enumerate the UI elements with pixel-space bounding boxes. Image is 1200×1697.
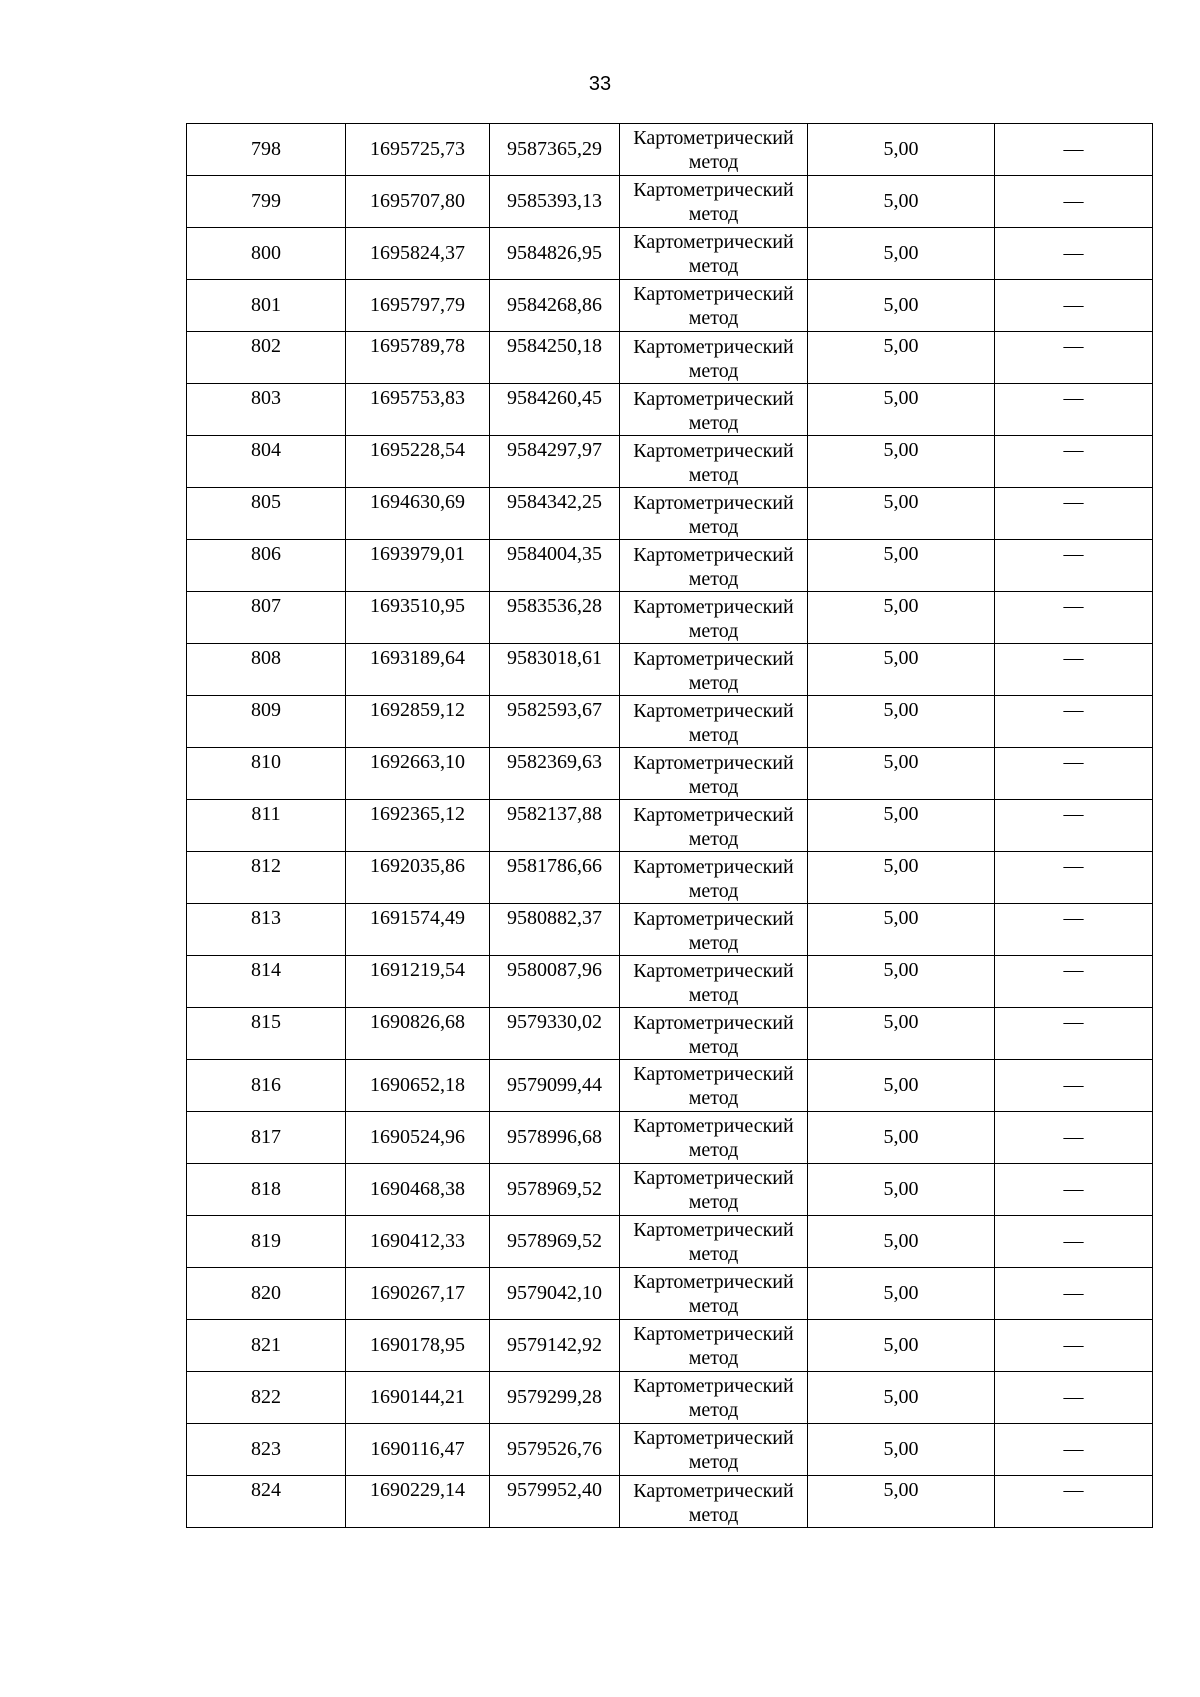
point-number-cell: 823 (187, 1424, 346, 1476)
table-row (187, 176, 1153, 228)
note-cell: — (995, 1424, 1153, 1476)
method-line-1: Картометрический (633, 1480, 794, 1502)
method-line-2: метод (688, 828, 739, 850)
table-row (187, 748, 1153, 800)
table-row (187, 1164, 1153, 1216)
method-cell (620, 176, 808, 228)
table-row (187, 644, 1153, 696)
method-line-2: метод (688, 1450, 739, 1473)
point-number-cell: 805 (187, 488, 346, 540)
method-line-1: Картометрический (633, 178, 794, 201)
y-coordinate-cell: 9582369,63 (490, 748, 620, 800)
y-coordinate-cell: 9579526,76 (490, 1424, 620, 1476)
accuracy-cell: 5,00 (808, 1164, 995, 1216)
method-cell (620, 644, 808, 696)
method-cell (620, 124, 808, 176)
y-coordinate-cell: 9583018,61 (490, 644, 620, 696)
method-line-1: Картометрический (633, 336, 794, 358)
method-line-2: метод (688, 516, 739, 538)
point-number-cell: 818 (187, 1164, 346, 1216)
method-line-1: Картометрический (633, 700, 794, 722)
method-cell (620, 748, 808, 800)
x-coordinate-cell: 1692859,12 (346, 696, 490, 748)
table-row (187, 1216, 1153, 1268)
note-cell: — (995, 644, 1153, 696)
note-cell: — (995, 1320, 1153, 1372)
y-coordinate-cell: 9584250,18 (490, 332, 620, 384)
method-line-2: метод (688, 880, 739, 902)
y-coordinate-cell: 9587365,29 (490, 124, 620, 176)
method-cell (620, 1268, 808, 1320)
x-coordinate-cell: 1690144,21 (346, 1372, 490, 1424)
y-coordinate-cell: 9580087,96 (490, 956, 620, 1008)
y-coordinate-cell: 9579042,10 (490, 1268, 620, 1320)
accuracy-cell: 5,00 (808, 1008, 995, 1060)
accuracy-cell: 5,00 (808, 332, 995, 384)
point-number-cell: 815 (187, 1008, 346, 1060)
method-line-2: метод (688, 1138, 739, 1161)
accuracy-cell: 5,00 (808, 696, 995, 748)
x-coordinate-cell: 1695753,83 (346, 384, 490, 436)
point-number-cell: 813 (187, 904, 346, 956)
accuracy-cell: 5,00 (808, 540, 995, 592)
accuracy-cell: 5,00 (808, 1476, 995, 1528)
method-line-2: метод (688, 150, 739, 173)
x-coordinate-cell: 1691219,54 (346, 956, 490, 1008)
note-cell: — (995, 1008, 1153, 1060)
method-cell (620, 956, 808, 1008)
method-cell (620, 1476, 808, 1528)
method-line-2: метод (688, 1086, 739, 1109)
method-cell (620, 1008, 808, 1060)
point-number-cell: 822 (187, 1372, 346, 1424)
accuracy-cell: 5,00 (808, 384, 995, 436)
accuracy-cell: 5,00 (808, 436, 995, 488)
method-line-1: Картометрический (633, 804, 794, 826)
note-cell: — (995, 332, 1153, 384)
note-cell: — (995, 852, 1153, 904)
x-coordinate-cell: 1690412,33 (346, 1216, 490, 1268)
method-line-1: Картометрический (633, 126, 794, 149)
method-cell (620, 1424, 808, 1476)
method-cell (620, 1372, 808, 1424)
note-cell: — (995, 1216, 1153, 1268)
point-number-cell: 812 (187, 852, 346, 904)
method-line-2: метод (688, 1036, 739, 1058)
table-row (187, 800, 1153, 852)
accuracy-cell: 5,00 (808, 228, 995, 280)
method-cell (620, 228, 808, 280)
table-row (187, 956, 1153, 1008)
table-row (187, 1112, 1153, 1164)
y-coordinate-cell: 9582593,67 (490, 696, 620, 748)
note-cell: — (995, 124, 1153, 176)
point-number-cell: 803 (187, 384, 346, 436)
point-number-cell: 810 (187, 748, 346, 800)
method-cell (620, 384, 808, 436)
point-number-cell: 814 (187, 956, 346, 1008)
x-coordinate-cell: 1690652,18 (346, 1060, 490, 1112)
table-row (187, 696, 1153, 748)
accuracy-cell: 5,00 (808, 1372, 995, 1424)
y-coordinate-cell: 9584260,45 (490, 384, 620, 436)
y-coordinate-cell: 9579099,44 (490, 1060, 620, 1112)
method-line-2: метод (688, 932, 739, 954)
page-number: 33 (588, 73, 612, 95)
table-row (187, 1476, 1153, 1528)
x-coordinate-cell: 1692365,12 (346, 800, 490, 852)
method-line-2: метод (688, 984, 739, 1006)
x-coordinate-cell: 1692035,86 (346, 852, 490, 904)
accuracy-cell: 5,00 (808, 124, 995, 176)
method-cell (620, 1164, 808, 1216)
method-line-2: метод (688, 1346, 739, 1369)
note-cell: — (995, 748, 1153, 800)
table-row (187, 384, 1153, 436)
method-line-2: метод (688, 412, 739, 434)
point-number-cell: 811 (187, 800, 346, 852)
point-number-cell: 801 (187, 280, 346, 332)
accuracy-cell: 5,00 (808, 1268, 995, 1320)
method-line-1: Картометрический (633, 596, 794, 618)
table-row (187, 1424, 1153, 1476)
x-coordinate-cell: 1695707,80 (346, 176, 490, 228)
y-coordinate-cell: 9584268,86 (490, 280, 620, 332)
coordinates-table (186, 123, 1153, 1528)
point-number-cell: 798 (187, 124, 346, 176)
x-coordinate-cell: 1690229,14 (346, 1476, 490, 1528)
note-cell: — (995, 540, 1153, 592)
y-coordinate-cell: 9579142,92 (490, 1320, 620, 1372)
y-coordinate-cell: 9578969,52 (490, 1164, 620, 1216)
accuracy-cell: 5,00 (808, 956, 995, 1008)
y-coordinate-cell: 9585393,13 (490, 176, 620, 228)
method-cell (620, 696, 808, 748)
x-coordinate-cell: 1695797,79 (346, 280, 490, 332)
y-coordinate-cell: 9584342,25 (490, 488, 620, 540)
accuracy-cell: 5,00 (808, 1424, 995, 1476)
table-row (187, 436, 1153, 488)
x-coordinate-cell: 1690178,95 (346, 1320, 490, 1372)
method-line-1: Картометрический (633, 1012, 794, 1034)
method-line-1: Картометрический (633, 1270, 794, 1293)
method-line-1: Картометрический (633, 1166, 794, 1189)
method-cell (620, 436, 808, 488)
table-row (187, 332, 1153, 384)
x-coordinate-cell: 1694630,69 (346, 488, 490, 540)
method-line-2: метод (688, 1190, 739, 1213)
accuracy-cell: 5,00 (808, 488, 995, 540)
x-coordinate-cell: 1695824,37 (346, 228, 490, 280)
method-line-2: метод (688, 776, 739, 798)
x-coordinate-cell: 1691574,49 (346, 904, 490, 956)
point-number-cell: 804 (187, 436, 346, 488)
method-cell (620, 1216, 808, 1268)
method-line-2: метод (688, 360, 739, 382)
x-coordinate-cell: 1695789,78 (346, 332, 490, 384)
point-number-cell: 809 (187, 696, 346, 748)
point-number-cell: 802 (187, 332, 346, 384)
x-coordinate-cell: 1695228,54 (346, 436, 490, 488)
accuracy-cell: 5,00 (808, 280, 995, 332)
note-cell: — (995, 1112, 1153, 1164)
table-row (187, 540, 1153, 592)
method-line-1: Картометрический (633, 492, 794, 514)
method-line-1: Картометрический (633, 1062, 794, 1085)
method-cell (620, 280, 808, 332)
method-line-2: метод (688, 306, 739, 329)
method-line-2: метод (688, 1242, 739, 1265)
method-cell (620, 332, 808, 384)
x-coordinate-cell: 1690116,47 (346, 1424, 490, 1476)
table-row (187, 1268, 1153, 1320)
x-coordinate-cell: 1690267,17 (346, 1268, 490, 1320)
accuracy-cell: 5,00 (808, 1060, 995, 1112)
method-line-2: метод (688, 724, 739, 746)
method-line-1: Картометрический (633, 1374, 794, 1397)
y-coordinate-cell: 9584826,95 (490, 228, 620, 280)
accuracy-cell: 5,00 (808, 644, 995, 696)
note-cell: — (995, 280, 1153, 332)
method-line-1: Картометрический (633, 1322, 794, 1345)
table-row (187, 904, 1153, 956)
table-row (187, 124, 1153, 176)
method-line-1: Картометрический (633, 856, 794, 878)
accuracy-cell: 5,00 (808, 800, 995, 852)
method-line-1: Картометрический (633, 440, 794, 462)
accuracy-cell: 5,00 (808, 176, 995, 228)
method-line-1: Картометрический (633, 648, 794, 670)
point-number-cell: 819 (187, 1216, 346, 1268)
note-cell: — (995, 592, 1153, 644)
accuracy-cell: 5,00 (808, 1112, 995, 1164)
y-coordinate-cell: 9584004,35 (490, 540, 620, 592)
table-row (187, 852, 1153, 904)
point-number-cell: 800 (187, 228, 346, 280)
x-coordinate-cell: 1693189,64 (346, 644, 490, 696)
note-cell: — (995, 1060, 1153, 1112)
point-number-cell: 806 (187, 540, 346, 592)
method-line-2: метод (688, 254, 739, 277)
note-cell: — (995, 384, 1153, 436)
point-number-cell: 807 (187, 592, 346, 644)
method-line-1: Картометрический (633, 230, 794, 253)
method-cell (620, 488, 808, 540)
method-line-1: Картометрический (633, 1426, 794, 1449)
method-line-2: метод (688, 1294, 739, 1317)
y-coordinate-cell: 9578969,52 (490, 1216, 620, 1268)
method-cell (620, 540, 808, 592)
method-line-2: метод (688, 568, 739, 590)
accuracy-cell: 5,00 (808, 904, 995, 956)
y-coordinate-cell: 9583536,28 (490, 592, 620, 644)
y-coordinate-cell: 9579952,40 (490, 1476, 620, 1528)
method-line-2: метод (688, 1504, 739, 1526)
method-line-1: Картометрический (633, 544, 794, 566)
table-row (187, 228, 1153, 280)
method-cell (620, 1060, 808, 1112)
note-cell: — (995, 1268, 1153, 1320)
y-coordinate-cell: 9582137,88 (490, 800, 620, 852)
note-cell: — (995, 956, 1153, 1008)
y-coordinate-cell: 9584297,97 (490, 436, 620, 488)
accuracy-cell: 5,00 (808, 748, 995, 800)
y-coordinate-cell: 9579299,28 (490, 1372, 620, 1424)
method-line-1: Картометрический (633, 1114, 794, 1137)
point-number-cell: 799 (187, 176, 346, 228)
table-row (187, 592, 1153, 644)
accuracy-cell: 5,00 (808, 1216, 995, 1268)
note-cell: — (995, 904, 1153, 956)
method-line-2: метод (688, 620, 739, 642)
note-cell: — (995, 176, 1153, 228)
method-cell (620, 1112, 808, 1164)
x-coordinate-cell: 1690826,68 (346, 1008, 490, 1060)
y-coordinate-cell: 9579330,02 (490, 1008, 620, 1060)
point-number-cell: 820 (187, 1268, 346, 1320)
table-body (187, 124, 1153, 1528)
note-cell: — (995, 1164, 1153, 1216)
method-cell (620, 904, 808, 956)
method-line-1: Картометрический (633, 960, 794, 982)
table-row (187, 1372, 1153, 1424)
note-cell: — (995, 1372, 1153, 1424)
method-cell (620, 1320, 808, 1372)
y-coordinate-cell: 9580882,37 (490, 904, 620, 956)
x-coordinate-cell: 1690524,96 (346, 1112, 490, 1164)
table-row (187, 1008, 1153, 1060)
method-cell (620, 592, 808, 644)
y-coordinate-cell: 9578996,68 (490, 1112, 620, 1164)
x-coordinate-cell: 1693979,01 (346, 540, 490, 592)
x-coordinate-cell: 1692663,10 (346, 748, 490, 800)
x-coordinate-cell: 1690468,38 (346, 1164, 490, 1216)
x-coordinate-cell: 1695725,73 (346, 124, 490, 176)
table-row (187, 280, 1153, 332)
method-cell (620, 852, 808, 904)
method-line-2: метод (688, 1398, 739, 1421)
point-number-cell: 817 (187, 1112, 346, 1164)
method-line-2: метод (688, 464, 739, 486)
method-line-1: Картометрический (633, 1218, 794, 1241)
note-cell: — (995, 436, 1153, 488)
x-coordinate-cell: 1693510,95 (346, 592, 490, 644)
y-coordinate-cell: 9581786,66 (490, 852, 620, 904)
note-cell: — (995, 228, 1153, 280)
method-line-2: метод (688, 672, 739, 694)
method-line-1: Картометрический (633, 388, 794, 410)
point-number-cell: 816 (187, 1060, 346, 1112)
method-line-1: Картометрический (633, 752, 794, 774)
note-cell: — (995, 488, 1153, 540)
point-number-cell: 824 (187, 1476, 346, 1528)
note-cell: — (995, 696, 1153, 748)
table-row (187, 488, 1153, 540)
table-row (187, 1060, 1153, 1112)
accuracy-cell: 5,00 (808, 592, 995, 644)
method-line-2: метод (688, 202, 739, 225)
accuracy-cell: 5,00 (808, 852, 995, 904)
accuracy-cell: 5,00 (808, 1320, 995, 1372)
note-cell: — (995, 800, 1153, 852)
note-cell: — (995, 1476, 1153, 1528)
point-number-cell: 808 (187, 644, 346, 696)
method-line-1: Картометрический (633, 908, 794, 930)
point-number-cell: 821 (187, 1320, 346, 1372)
table-row (187, 1320, 1153, 1372)
method-cell (620, 800, 808, 852)
method-line-1: Картометрический (633, 282, 794, 305)
